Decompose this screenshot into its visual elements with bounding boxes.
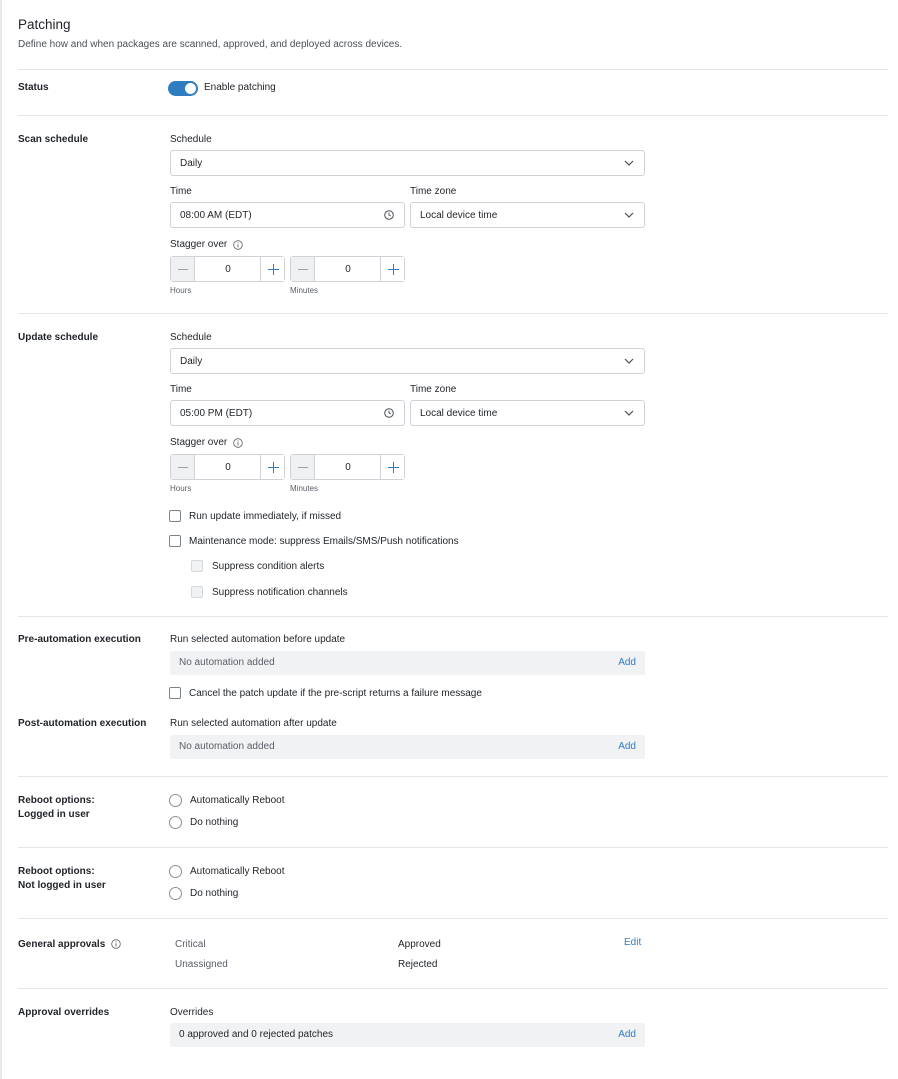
post-automation-field-label: Run selected automation after update <box>170 718 337 729</box>
scan-schedule-select[interactable] <box>170 150 645 176</box>
pre-automation-label: Pre-automation execution <box>18 634 141 645</box>
update-time-input[interactable] <box>170 400 405 426</box>
scan-timezone-select[interactable] <box>410 202 645 228</box>
post-automation-label: Post-automation execution <box>18 718 147 729</box>
divider <box>18 918 888 919</box>
increment-button[interactable] <box>380 455 404 479</box>
info-icon[interactable] <box>111 939 121 949</box>
pre-automation-field-label: Run selected automation before update <box>170 634 346 645</box>
approval-severity-unassigned: Unassigned <box>175 959 228 970</box>
hours-label: Hours <box>170 484 192 493</box>
overrides-field-label: Overrides <box>170 1007 214 1018</box>
scan-minutes-stepper[interactable] <box>290 256 405 282</box>
update-timezone-label: Time zone <box>410 384 457 395</box>
reboot-not-logged-in-label-line1: Reboot options: <box>18 866 95 877</box>
post-automation-value: No automation added <box>179 741 275 752</box>
divider <box>18 69 888 70</box>
divider <box>18 115 888 116</box>
update-hours-value[interactable]: 0 <box>225 462 231 473</box>
post-automation-add-link[interactable]: Add <box>618 741 636 752</box>
approval-action-approved: Approved <box>398 939 441 950</box>
suppress-channels-label: Suppress notification channels <box>212 587 348 598</box>
update-timezone-value: Local device time <box>420 408 498 419</box>
cancel-on-failure-checkbox[interactable] <box>169 687 181 699</box>
run-immediately-label: Run update immediately, if missed <box>189 511 342 522</box>
reboot-not-logged-in-label-line2: Not logged in user <box>18 880 106 891</box>
info-icon[interactable] <box>233 438 243 448</box>
divider <box>18 847 888 848</box>
chevron-down-icon <box>623 355 635 367</box>
pre-automation-field <box>170 651 645 675</box>
reboot-not-logged-in-label <box>18 865 106 893</box>
cancel-on-failure-label: Cancel the patch update if the pre-script returns a failure message <box>189 688 482 699</box>
scan-schedule-label: Scan schedule <box>18 134 89 145</box>
maintenance-mode-checkbox[interactable] <box>169 535 181 547</box>
toggle-knob <box>185 83 196 94</box>
scan-timezone-value: Local device time <box>420 210 498 221</box>
reboot-logged-in-nothing-radio[interactable] <box>169 816 182 829</box>
pre-automation-value: No automation added <box>179 657 275 668</box>
page-left-border <box>0 0 2 1079</box>
scan-minutes-value[interactable]: 0 <box>345 264 351 275</box>
status-label: Status <box>18 82 49 93</box>
decrement-button[interactable] <box>171 257 195 281</box>
pre-automation-add-link[interactable]: Add <box>618 657 636 668</box>
chevron-down-icon <box>623 157 635 169</box>
update-minutes-value[interactable]: 0 <box>345 462 351 473</box>
suppress-alerts-checkbox[interactable] <box>191 560 203 572</box>
general-approvals-label: General approvals <box>18 939 106 950</box>
general-approvals-edit-link[interactable]: Edit <box>624 937 642 948</box>
decrement-button[interactable] <box>171 455 195 479</box>
reboot-not-logged-in-auto-label: Automatically Reboot <box>190 866 285 877</box>
divider <box>18 313 888 314</box>
run-immediately-checkbox[interactable] <box>169 510 181 522</box>
scan-hours-stepper[interactable] <box>170 256 285 282</box>
clock-icon <box>383 209 395 221</box>
maintenance-mode-label: Maintenance mode: suppress Emails/SMS/Push notifications <box>189 536 459 547</box>
suppress-alerts-label: Suppress condition alerts <box>212 561 325 572</box>
divider <box>18 988 888 989</box>
scan-schedule-value: Daily <box>180 158 203 169</box>
update-time-value: 05:00 PM (EDT) <box>180 408 253 419</box>
reboot-not-logged-in-nothing-radio[interactable] <box>169 887 182 900</box>
scan-timezone-label: Time zone <box>410 186 457 197</box>
hours-label: Hours <box>170 286 192 295</box>
post-automation-field <box>170 735 645 759</box>
scan-stagger-label: Stagger over <box>170 239 228 250</box>
page-title: Patching <box>18 17 71 32</box>
increment-button[interactable] <box>260 455 284 479</box>
scan-schedule-field-label: Schedule <box>170 134 212 145</box>
decrement-button[interactable] <box>291 257 315 281</box>
reboot-logged-in-label <box>18 794 95 822</box>
increment-button[interactable] <box>380 257 404 281</box>
enable-patching-label: Enable patching <box>204 82 276 93</box>
update-hours-stepper[interactable] <box>170 454 285 480</box>
reboot-logged-in-label-line1: Reboot options: <box>18 795 95 806</box>
update-timezone-select[interactable] <box>410 400 645 426</box>
scan-time-label: Time <box>170 186 192 197</box>
overrides-value: 0 approved and 0 rejected patches <box>179 1029 333 1040</box>
update-stagger-label: Stagger over <box>170 437 228 448</box>
overrides-add-link[interactable]: Add <box>618 1029 636 1040</box>
update-schedule-field-label: Schedule <box>170 332 212 343</box>
reboot-not-logged-in-auto-radio[interactable] <box>169 865 182 878</box>
divider <box>18 776 888 777</box>
approval-severity-critical: Critical <box>175 939 206 950</box>
divider <box>18 616 888 617</box>
info-icon[interactable] <box>233 240 243 250</box>
scan-time-input[interactable] <box>170 202 405 228</box>
approval-overrides-label: Approval overrides <box>18 1007 110 1018</box>
update-time-label: Time <box>170 384 192 395</box>
reboot-logged-in-nothing-label: Do nothing <box>190 817 239 828</box>
update-schedule-value: Daily <box>180 356 203 367</box>
update-minutes-stepper[interactable] <box>290 454 405 480</box>
clock-icon <box>383 407 395 419</box>
reboot-logged-in-auto-radio[interactable] <box>169 794 182 807</box>
update-schedule-select[interactable] <box>170 348 645 374</box>
reboot-not-logged-in-nothing-label: Do nothing <box>190 888 239 899</box>
suppress-channels-checkbox[interactable] <box>191 586 203 598</box>
enable-patching-toggle[interactable] <box>168 81 198 96</box>
update-schedule-label: Update schedule <box>18 332 99 343</box>
chevron-down-icon <box>623 407 635 419</box>
minutes-label: Minutes <box>290 286 319 295</box>
minutes-label: Minutes <box>290 484 319 493</box>
scan-hours-value[interactable]: 0 <box>225 264 231 275</box>
reboot-logged-in-auto-label: Automatically Reboot <box>190 795 285 806</box>
chevron-down-icon <box>623 209 635 221</box>
decrement-button[interactable] <box>291 455 315 479</box>
overrides-field <box>170 1023 645 1047</box>
scan-time-value: 08:00 AM (EDT) <box>180 210 252 221</box>
increment-button[interactable] <box>260 257 284 281</box>
reboot-logged-in-label-line2: Logged in user <box>18 809 90 820</box>
page-description: Define how and when packages are scanned, approved, and deployed across devices. <box>18 39 403 50</box>
approval-action-rejected: Rejected <box>398 959 438 970</box>
